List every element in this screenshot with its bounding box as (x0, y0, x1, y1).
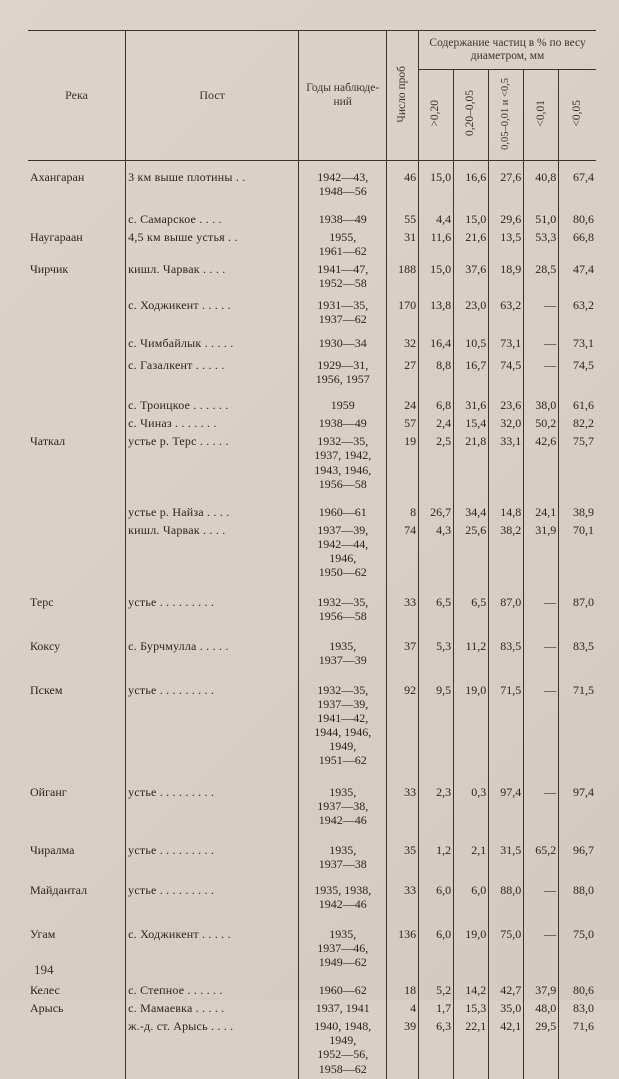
post-cell: устье . . . . . . . . . (126, 830, 299, 874)
table-row (28, 522, 596, 582)
table-row (28, 494, 596, 522)
samples-cell: 92 (387, 670, 419, 770)
samples-cell: 170 (387, 293, 419, 329)
fraction-cell: 31,9 (524, 522, 559, 582)
fraction-cell: 16,7 (454, 353, 489, 389)
years-cell: 1929—31, 1956, 1957 (299, 353, 387, 389)
fraction-cell: 2,1 (454, 830, 489, 874)
years-cell: 1930—34 (299, 329, 387, 353)
river-cell: Пскем (30, 682, 63, 697)
fraction-cell: 9,5 (419, 670, 454, 770)
fraction-cell: 6,0 (419, 914, 454, 972)
table-row (28, 582, 596, 626)
fraction-cell: 18,9 (489, 261, 524, 293)
fraction-cell: 71,6 (559, 1018, 596, 1078)
fraction-cell: 15,0 (419, 261, 454, 293)
header-fraction: 0,20–0,05 (454, 70, 489, 161)
samples-cell: 136 (387, 914, 419, 972)
fraction-cell: 61,6 (559, 389, 596, 415)
fraction-cell: 82,2 (559, 415, 596, 433)
years-cell: 1935, 1937—38 (299, 830, 387, 874)
fraction-cell: 28,5 (524, 261, 559, 293)
header-samples (387, 31, 419, 161)
fraction-cell: 4,4 (419, 201, 454, 229)
fraction-cell: 87,0 (489, 582, 524, 626)
fraction-cell: 80,6 (559, 972, 596, 1000)
fraction-cell: 1,2 (419, 830, 454, 874)
samples-cell: 33 (387, 582, 419, 626)
header-fractions-title: Содержание частиц в % по весу диаметром, мм (419, 31, 596, 70)
table-header (28, 31, 596, 161)
samples-cell: 57 (387, 415, 419, 433)
fraction-cell: 5,2 (419, 972, 454, 1000)
fraction-cell: 37,6 (454, 261, 489, 293)
years-cell: 1959 (299, 389, 387, 415)
fraction-cell: 74,5 (489, 353, 524, 389)
river-cell: Арысь (30, 1001, 64, 1016)
table-row (28, 261, 596, 293)
river-cell: Ахангаран (30, 170, 85, 184)
fraction-cell: — (524, 874, 559, 914)
samples-cell: 39 (387, 1018, 419, 1078)
samples-cell: 188 (387, 261, 419, 293)
fraction-cell: 83,5 (559, 626, 596, 670)
river-cell (28, 201, 126, 229)
fraction-cell: 15,0 (454, 201, 489, 229)
river-cell: Наугараан (30, 230, 83, 245)
fraction-cell: 25,6 (454, 522, 489, 582)
years-cell: 1935, 1937—38, 1942—46 (299, 770, 387, 830)
post-cell: с. Бурчмулла . . . . . (126, 626, 299, 670)
samples-cell: 4 (387, 1000, 419, 1018)
sediment-table (28, 30, 596, 1079)
samples-cell: 33 (387, 874, 419, 914)
fraction-cell: 4,3 (419, 522, 454, 582)
fraction-cell: 75,7 (559, 433, 596, 493)
fraction-cell: 63,2 (489, 293, 524, 329)
fraction-cell: 22,1 (454, 1018, 489, 1078)
table-row (28, 329, 596, 353)
fraction-cell: 96,7 (559, 830, 596, 874)
fraction-cell: 27,6 (489, 161, 524, 202)
river-cell (28, 1018, 126, 1078)
fraction-cell: — (524, 353, 559, 389)
years-cell: 1932—35, 1956—58 (299, 582, 387, 626)
fraction-cell: 48,0 (524, 1000, 559, 1018)
post-cell: 4,5 км выше устья . . (126, 229, 299, 261)
samples-cell: 18 (387, 972, 419, 1000)
years-cell: 1931—35, 1937—62 (299, 293, 387, 329)
fraction-cell: 26,7 (419, 494, 454, 522)
post-cell: с. Мамаевка . . . . . (126, 1000, 299, 1018)
fraction-cell: 10,5 (454, 329, 489, 353)
header-samples-label: Число проб (395, 65, 408, 123)
fraction-cell: 88,0 (559, 874, 596, 914)
river-cell (28, 494, 126, 522)
years-cell: 1940, 1948, 1949, 1952—56, 1958—62 (299, 1018, 387, 1078)
fraction-cell: 32,0 (489, 415, 524, 433)
post-cell: с. Степное . . . . . . (126, 972, 299, 1000)
samples-cell: 24 (387, 389, 419, 415)
years-cell: 1937, 1941 (299, 1000, 387, 1018)
fraction-cell: 13,5 (489, 229, 524, 261)
table-row (28, 626, 596, 670)
fraction-cell: — (524, 293, 559, 329)
fraction-cell: 1,7 (419, 1000, 454, 1018)
fraction-cell: 97,4 (559, 770, 596, 830)
fraction-cell: 14,2 (454, 972, 489, 1000)
fraction-cell: 11,2 (454, 626, 489, 670)
fraction-cell: 16,6 (454, 161, 489, 202)
fraction-cell: 6,8 (419, 389, 454, 415)
fraction-cell: 31,6 (454, 389, 489, 415)
fraction-cell: 31,5 (489, 830, 524, 874)
fraction-cell: 6,0 (454, 874, 489, 914)
samples-cell: 74 (387, 522, 419, 582)
river-cell (28, 522, 126, 582)
samples-cell: 31 (387, 229, 419, 261)
fraction-cell: 97,4 (489, 770, 524, 830)
fraction-cell: 23,6 (489, 389, 524, 415)
fraction-cell: 0,3 (454, 770, 489, 830)
fraction-cell: 38,2 (489, 522, 524, 582)
samples-cell: 55 (387, 201, 419, 229)
river-cell: Майдантал (30, 883, 88, 898)
fraction-cell: 11,6 (419, 229, 454, 261)
header-fraction: <0,01 (524, 70, 559, 161)
fraction-cell: 24,1 (524, 494, 559, 522)
fraction-cell: — (524, 582, 559, 626)
table-row (28, 830, 596, 874)
river-cell: Коксу (30, 638, 61, 653)
river-cell: Чирчик (30, 262, 69, 277)
post-cell: ж.-д. ст. Арысь . . . . (126, 1018, 299, 1078)
fraction-cell: 6,3 (419, 1018, 454, 1078)
fraction-cell: 87,0 (559, 582, 596, 626)
years-cell: 1932—35, 1937—39, 1941—42, 1944, 1946, 1949, 1951—62 (299, 670, 387, 770)
years-cell: 1932—35, 1937, 1942, 1943, 1946, 1956—58 (299, 433, 387, 493)
years-cell: 1937—39, 1942—44, 1946, 1950—62 (299, 522, 387, 582)
table-row (28, 353, 596, 389)
samples-cell: 33 (387, 770, 419, 830)
samples-cell: 27 (387, 353, 419, 389)
table-row (28, 670, 596, 770)
fraction-cell: 83,0 (559, 1000, 596, 1018)
samples-cell: 46 (387, 161, 419, 202)
fraction-cell: 35,0 (489, 1000, 524, 1018)
samples-cell: 32 (387, 329, 419, 353)
years-cell: 1955, 1961—62 (299, 229, 387, 261)
years-cell: 1941—47, 1952—58 (299, 261, 387, 293)
years-cell: 1960—62 (299, 972, 387, 1000)
fraction-cell: 19,0 (454, 914, 489, 972)
table-row (28, 1000, 596, 1018)
river-cell (28, 415, 126, 433)
fraction-cell: 6,0 (419, 874, 454, 914)
fraction-cell: 47,4 (559, 261, 596, 293)
fraction-cell: — (524, 770, 559, 830)
table-body (28, 161, 596, 1079)
fraction-cell: 38,0 (524, 389, 559, 415)
fraction-cell: 83,5 (489, 626, 524, 670)
fraction-cell: 42,6 (524, 433, 559, 493)
post-cell: кишл. Чарвак . . . . (126, 261, 299, 293)
fraction-cell: 70,1 (559, 522, 596, 582)
fraction-cell: 88,0 (489, 874, 524, 914)
fraction-cell: 23,0 (454, 293, 489, 329)
post-cell: кишл. Чарвак . . . . (126, 522, 299, 582)
table-row (28, 293, 596, 329)
fraction-cell: 6,5 (419, 582, 454, 626)
fraction-cell: 33,1 (489, 433, 524, 493)
fraction-cell: 50,2 (524, 415, 559, 433)
table-row (28, 1018, 596, 1078)
post-cell: с. Чимбайлык . . . . . (126, 329, 299, 353)
river-cell (28, 353, 126, 389)
fraction-cell: 15,0 (419, 161, 454, 202)
fraction-cell: — (524, 329, 559, 353)
years-cell: 1935, 1938, 1942—46 (299, 874, 387, 914)
years-cell: 1935, 1937—39 (299, 626, 387, 670)
fraction-cell: 74,5 (559, 353, 596, 389)
post-cell: с. Самарское . . . . (126, 201, 299, 229)
fraction-cell: 29,5 (524, 1018, 559, 1078)
fraction-cell: 5,3 (419, 626, 454, 670)
table-row (28, 389, 596, 415)
post-cell: с. Чиназ . . . . . . . (126, 415, 299, 433)
fraction-cell: 6,5 (454, 582, 489, 626)
header-years: Годы наблюде-ний (299, 31, 387, 161)
fraction-cell: 67,4 (559, 161, 596, 202)
years-cell: 1938—49 (299, 201, 387, 229)
fraction-cell: 8,8 (419, 353, 454, 389)
fraction-cell: 73,1 (559, 329, 596, 353)
table-row (28, 161, 596, 202)
fraction-cell: 65,2 (524, 830, 559, 874)
fraction-cell: 19,0 (454, 670, 489, 770)
post-cell: устье . . . . . . . . . (126, 874, 299, 914)
fraction-cell: — (524, 626, 559, 670)
fraction-cell: 71,5 (559, 670, 596, 770)
years-cell: 1960—61 (299, 494, 387, 522)
header-fraction: <0,05 (559, 70, 596, 161)
fraction-cell: 15,4 (454, 415, 489, 433)
page-number: 194 (34, 962, 54, 977)
fraction-cell: 51,0 (524, 201, 559, 229)
fraction-cell: 15,3 (454, 1000, 489, 1018)
fraction-cell: 14,8 (489, 494, 524, 522)
fraction-cell: 63,2 (559, 293, 596, 329)
fraction-cell: 2,5 (419, 433, 454, 493)
table-row (28, 433, 596, 493)
years-cell: 1935, 1937—46, 1949—62 (299, 914, 387, 972)
fraction-cell: — (524, 914, 559, 972)
years-cell: 1942—43, 1948—56 (299, 161, 387, 202)
fraction-cell: 16,4 (419, 329, 454, 353)
post-cell: устье р. Найза . . . . (126, 494, 299, 522)
post-cell: с. Газалкент . . . . . (126, 353, 299, 389)
table-row (28, 972, 596, 1000)
header-river: Река (65, 88, 88, 103)
fraction-cell: 66,8 (559, 229, 596, 261)
river-cell (28, 329, 126, 353)
samples-cell: 35 (387, 830, 419, 874)
river-cell: Терс (30, 594, 54, 609)
fraction-cell: 2,4 (419, 415, 454, 433)
fraction-cell: — (524, 670, 559, 770)
samples-cell: 8 (387, 494, 419, 522)
table-row (28, 229, 596, 261)
post-cell: с. Ходжикент . . . . . (126, 293, 299, 329)
post-cell: 3 км выше плотины . . (126, 161, 299, 202)
fraction-cell: 80,6 (559, 201, 596, 229)
samples-cell: 19 (387, 433, 419, 493)
fraction-cell: 38,9 (559, 494, 596, 522)
years-cell: 1938—49 (299, 415, 387, 433)
table-row (28, 914, 596, 972)
post-cell: устье . . . . . . . . . (126, 670, 299, 770)
fraction-cell: 73,1 (489, 329, 524, 353)
fraction-cell: 21,6 (454, 229, 489, 261)
header-fraction: 0,05–0,01 и <0,5 (489, 70, 524, 161)
fraction-cell: 34,4 (454, 494, 489, 522)
fraction-cell: 29,6 (489, 201, 524, 229)
header-fraction: >0,20 (419, 70, 454, 161)
fraction-cell: 42,7 (489, 972, 524, 1000)
fraction-cell: 40,8 (524, 161, 559, 202)
fraction-cell: 42,1 (489, 1018, 524, 1078)
fraction-cell: 13,8 (419, 293, 454, 329)
river-cell: Ойганг (30, 785, 67, 800)
fraction-cell: 37,9 (524, 972, 559, 1000)
river-cell: Угам (30, 927, 56, 942)
table-row (28, 770, 596, 830)
table-row (28, 415, 596, 433)
post-cell: устье . . . . . . . . . (126, 582, 299, 626)
post-cell: устье . . . . . . . . . (126, 770, 299, 830)
river-cell: Чиралма (30, 843, 75, 858)
fraction-cell: 71,5 (489, 670, 524, 770)
fraction-cell: 75,0 (489, 914, 524, 972)
river-cell (28, 293, 126, 329)
table-row (28, 874, 596, 914)
header-post: Пост (126, 31, 299, 161)
fraction-cell: 53,3 (524, 229, 559, 261)
river-cell: Келес (30, 983, 60, 998)
samples-cell: 37 (387, 626, 419, 670)
fraction-cell: 2,3 (419, 770, 454, 830)
post-cell: устье р. Терс . . . . . (126, 433, 299, 493)
river-cell (28, 389, 126, 415)
table-row (28, 201, 596, 229)
post-cell: с. Ходжикент . . . . . (126, 914, 299, 972)
post-cell: с. Троицкое . . . . . . (126, 389, 299, 415)
fraction-cell: 75,0 (559, 914, 596, 972)
fraction-cell: 21,8 (454, 433, 489, 493)
river-cell: Чаткал (30, 434, 66, 449)
